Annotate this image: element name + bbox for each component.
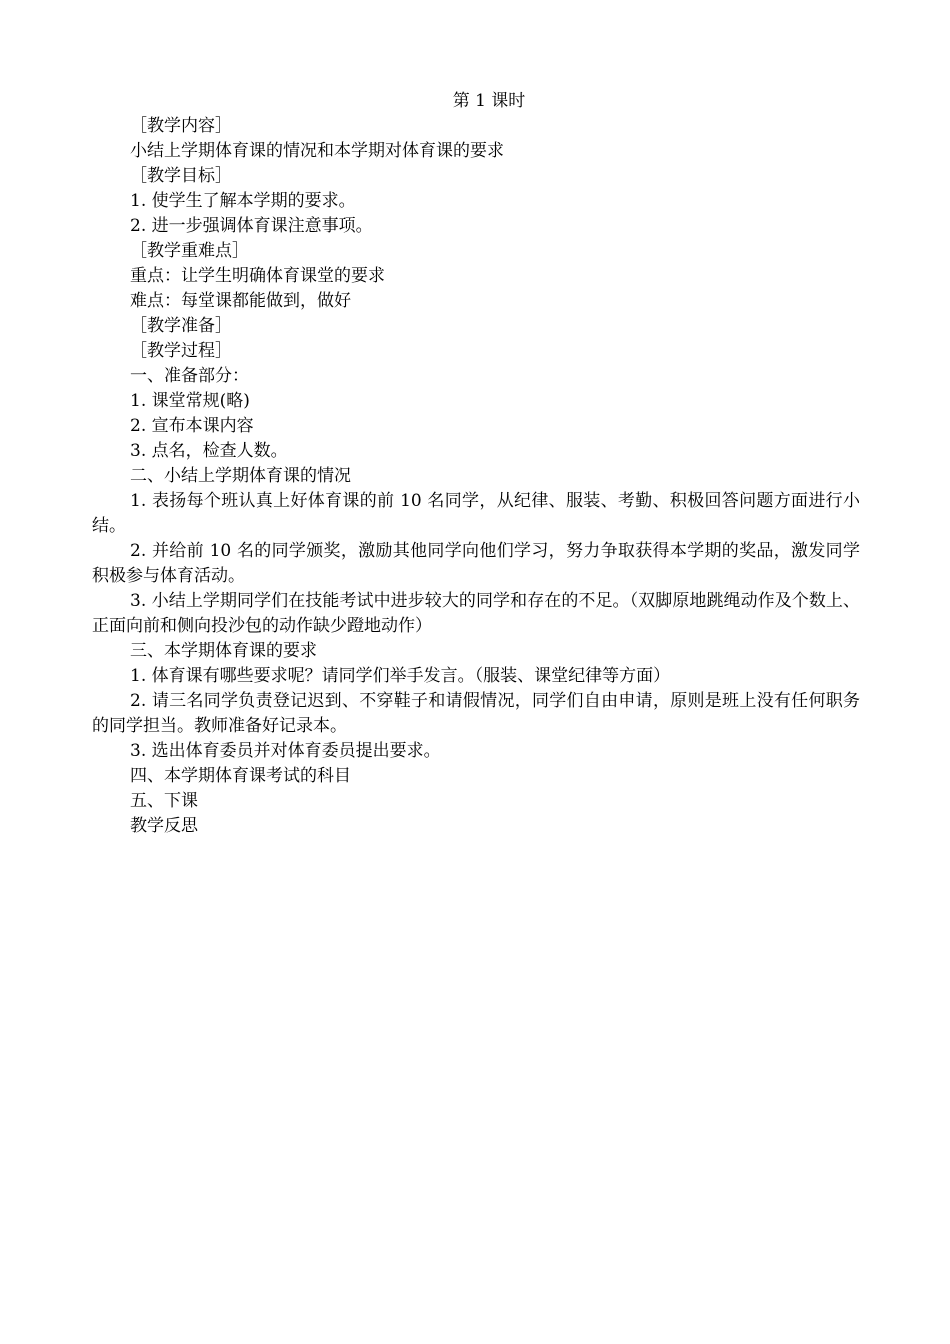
part-heading: 四、本学期体育课考试的科目 <box>130 766 351 786</box>
key-point-text: 重点：让学生明确体育课堂的要求 <box>130 266 385 286</box>
section-label-key-points: ［教学重难点］ <box>130 241 249 261</box>
difficulty-text: 难点：每堂课都能做到，做好 <box>130 291 351 311</box>
paragraph: 3. 选出体育委员并对体育委员提出要求。 <box>130 741 441 761</box>
paragraph: 1. 体育课有哪些要求呢？请同学们举手发言。（服装、课堂纪律等方面） <box>130 666 671 686</box>
part-heading: 五、下课 <box>130 791 198 811</box>
part-heading: 一、准备部分： <box>130 366 249 386</box>
reflection-label: 教学反思 <box>130 816 198 836</box>
section-label-preparation: ［教学准备］ <box>130 316 232 336</box>
content-text: 小结上学期体育课的情况和本学期对体育课的要求 <box>130 141 504 161</box>
section-label-goals: ［教学目标］ <box>130 166 232 186</box>
section-label-process: ［教学过程］ <box>130 341 232 361</box>
paragraph: 2. 并给前 10 名的同学颁奖，激励其他同学向他们学习，努力争取获得本学期的奖品，激发同学积极参与体育活动。 <box>92 541 860 586</box>
paragraph: 1. 表扬每个班认真上好体育课的前 10 名同学，从纪律、服装、考勤、积极回答问题方面进行小结。 <box>92 491 860 536</box>
part-heading: 二、小结上学期体育课的情况 <box>130 466 351 486</box>
paragraph: 3. 小结上学期同学们在技能考试中进步较大的同学和存在的不足。（双脚原地跳绳动作及个数上、正面向前和侧向投沙包的动作缺少蹬地动作） <box>92 591 860 636</box>
goal-item: 2. 进一步强调体育课注意事项。 <box>130 216 373 236</box>
document-page <box>92 89 860 839</box>
section-label-content: ［教学内容］ <box>130 116 232 136</box>
goal-item: 1. 使学生了解本学期的要求。 <box>130 191 356 211</box>
part-heading: 三、本学期体育课的要求 <box>130 641 317 661</box>
paragraph: 2. 请三名同学负责登记迟到、不穿鞋子和请假情况，同学们自由申请，原则是班上没有任何职务的同学担当。教师准备好记录本。 <box>92 691 860 736</box>
document-title: 第 1 课时 <box>452 91 526 111</box>
list-item: 2. 宣布本课内容 <box>130 416 254 436</box>
list-item: 1. 课堂常规(略) <box>130 391 250 411</box>
list-item: 3. 点名，检查人数。 <box>130 441 288 461</box>
